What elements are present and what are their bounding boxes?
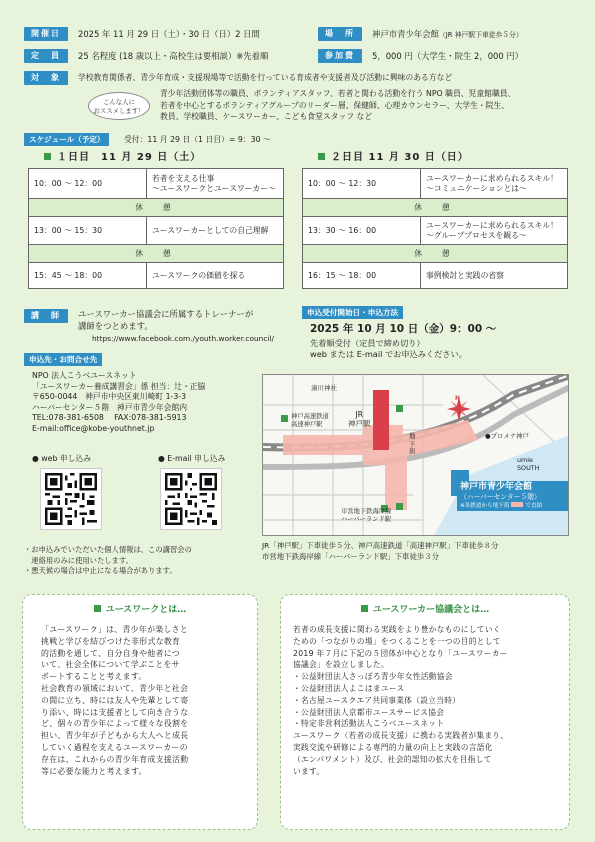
youthwork-title [23, 604, 257, 616]
map-jr-line-1: JR [355, 410, 363, 419]
map-harborland-line-1: 市営地下鉄海岸線 [341, 508, 392, 515]
map-venue-floor: （ハーバーセンター５階） [460, 493, 541, 501]
lecturer-label: 講 師 [24, 309, 68, 323]
web-qr-code[interactable] [40, 468, 102, 530]
date-value: 2025 年 11 月 29 日（土）・30 日（日）2 日間 [78, 29, 260, 39]
mail-qr-code[interactable] [160, 468, 222, 530]
council-title [281, 604, 569, 616]
day2-schedule-table [302, 168, 568, 289]
map-harborland-label [341, 508, 391, 524]
council-body [281, 616, 569, 777]
map-venue-note [460, 502, 566, 510]
body-line: ど、個々の青少年によって様々な役割を [41, 719, 189, 729]
session-title [421, 169, 568, 199]
bubble-line-1: こんな人に [103, 98, 135, 106]
target-line-1: 学校教育関係者、青少年育成・支援現場等で活動を行っている育成者や支援者及び活動に興味のある方など [78, 73, 453, 82]
access-map[interactable] [262, 374, 569, 536]
session-time: 10：00 ～ 12：00 [29, 169, 147, 199]
day1-bullet [44, 153, 51, 160]
place-note: （JR 神戸駅下車徒歩５分） [439, 31, 523, 39]
day1-schedule-table [28, 168, 284, 289]
map-venue-name: 神戸市青少年会館 [460, 482, 533, 492]
session-line: ユースワーカーに求められるスキル！ [426, 173, 558, 183]
map-north-label: N [455, 395, 461, 402]
capacity-label: 定 員 [24, 49, 68, 63]
session-line: 若者を支える仕事 [152, 173, 215, 183]
session-title [421, 217, 568, 245]
break-label: 休 憩 [303, 245, 568, 263]
application-method [310, 338, 467, 360]
lecturer-url[interactable]: https://www.facebook.com./youth.worker.council/ [92, 334, 275, 343]
contact-org: NPO 法人こうベユースネット [32, 371, 137, 380]
schedule-row [303, 217, 568, 245]
qr-code-icon [165, 473, 217, 525]
session-time: 13：00 ～ 15：30 [29, 217, 147, 245]
note-line-1: ・お申込みでいただいた個人情報は、この講習会の [24, 545, 192, 554]
lecturer-line-1: ユースワーカー協議会に所属するトレーナーが [78, 309, 254, 319]
application-date: 2025 年 10 月 10 日（金）9：00 ～ [310, 323, 497, 335]
map-chikagai-char-3: 街 [409, 448, 416, 455]
target-examples [160, 88, 580, 123]
map-venue-label [457, 481, 569, 511]
place-value [372, 27, 523, 42]
break-row [303, 245, 568, 263]
session-time: 10：00 ～ 12：30 [303, 169, 421, 199]
day1-table-wrap [28, 168, 284, 289]
contact-address-1: 〒650-0044 神戸市中央区東川崎町 1-3-3 [32, 392, 187, 402]
schedule-row [29, 217, 284, 245]
body-line: 等に必要な能力と考えます。 [41, 766, 147, 776]
day2-heading [318, 151, 469, 165]
day1-heading [44, 151, 201, 165]
body-line: ・公益財団法人よこはまユース [293, 683, 405, 693]
body-line: していく過程を支えるユースワーカーの [41, 742, 188, 752]
youthwork-panel [22, 594, 258, 830]
session-time: 16：15 ～ 18：00 [303, 263, 421, 289]
title-bullet [361, 605, 368, 612]
session-line: ～ユースワークとユースワーカー～ [152, 183, 276, 193]
capacity-value: 25 名程度 (18 歳以上・高校生は要相談）※先着順 [78, 51, 269, 61]
break-label: 休 憩 [303, 199, 568, 217]
day2-table-wrap [302, 168, 568, 289]
break-row [303, 199, 568, 217]
body-line: ・名古屋ユースクエア共同事業体（設立当時） [293, 695, 461, 705]
day2-heading-text: ２日目 11 月 30 日（日） [331, 152, 469, 163]
schedule-row [29, 263, 284, 289]
application-line-2: web または E-mail でお申込みください。 [310, 349, 467, 359]
schedule-row [303, 263, 568, 289]
title-bullet [94, 605, 101, 612]
body-line: 社会教育の領域において、青少年と社会 [41, 683, 189, 693]
map-chikagai-label [409, 433, 415, 456]
target-line-3: 若者を中心とするボランティアグループのリーダー層、保健師、心理カウンセラー、大学生・院生、 [160, 100, 510, 110]
note-line-2: 連絡用のみに使用いたします。 [24, 555, 133, 565]
day1-heading-text: １日目 11 月 29 日（土） [57, 152, 202, 163]
lecturer-text [78, 308, 253, 332]
body-line: 挑戦と学びを結びつけた非形式な教育 [41, 636, 181, 646]
map-harborland-line-2: ハーバーランド駅 [341, 516, 392, 523]
kosoku-station-marker [281, 415, 288, 422]
map-promena-label: ●プロメナ神戸 [485, 432, 529, 440]
contact-tel-fax: TEL:078-381-6508 FAX:078-381-5913 [32, 413, 187, 423]
target-text [78, 72, 578, 84]
contact-block [32, 371, 257, 435]
reception-time: 受付：11 月 29 日（1 日目）= 9：30 ～ [124, 135, 271, 144]
application-line-1: 先着順受付（定員で締め切り） [310, 338, 425, 348]
map-jr-line-2: 神戸駅 [348, 419, 371, 428]
session-line: ユースワーカーに求められるスキル！ [426, 220, 558, 230]
session-title: 事例検討と実践の省察 [421, 263, 568, 289]
mail-apply-label: ● E-mail 申し込み [158, 454, 226, 463]
body-line: いて、社会全体について学ぶことをサ [41, 660, 180, 670]
map-caption [262, 540, 572, 562]
youthwork-body [23, 616, 257, 777]
contact-address-2: ハーバーセンター５階 神戸市青少年会館内 [32, 402, 188, 412]
schedule-title: スケジュール（予定） [24, 133, 109, 146]
schedule-row [29, 169, 284, 199]
council-title-text: ユースワーカー協議会とは… [372, 605, 490, 615]
youthwork-title-text: ユースワークとは… [105, 605, 187, 615]
break-label: 休 憩 [29, 199, 284, 217]
body-line: 協議会」を設立しました。 [293, 660, 389, 670]
body-line: 「ユースワーク」は、青少年が楽しさと [41, 625, 189, 634]
body-line: ・特定非営利活動法人こうべユースネット [293, 719, 445, 729]
session-title: ユースワークの価値を探る [147, 263, 284, 289]
body-line: り添い、時には支援者として向き合うな [41, 707, 189, 717]
body-line: います。 [293, 766, 325, 776]
recommend-bubble [88, 92, 150, 120]
council-panel [280, 594, 570, 830]
break-row [29, 199, 284, 217]
map-umie-line-2: SOUTH [517, 463, 540, 472]
note-line-3: ・悪天候の場合は中止になる場合があります。 [24, 566, 177, 575]
map-umie-line-1: umie [517, 456, 533, 464]
underground-mall-swatch [511, 502, 523, 507]
body-line: 2019 年７月に下記の５団体が中心となり「ユースワーカー [293, 648, 508, 658]
body-line: （エンパワメント）及び、社会的認知の拡大を目指して [293, 754, 492, 764]
session-time: 15：45 ～ 18：00 [29, 263, 147, 289]
body-line: 存在は、これからの青少年育成支援活動 [41, 754, 189, 764]
application-title: 申込受付開始日・申込方法 [302, 306, 403, 319]
map-jr-label [348, 410, 371, 428]
schedule-row [303, 169, 568, 199]
fee-label: 参加費 [318, 49, 362, 63]
body-line: ための「つながりの場」をつくることを一つの目的として [293, 636, 501, 646]
map-kosoku-line-1: 神戸高速鉄道 [291, 413, 329, 420]
target-line-4: 教員、学校職員、ケースワーカー、こども食堂スタッフ など [160, 112, 373, 121]
map-kosoku-label [291, 413, 329, 429]
break-row [29, 245, 284, 263]
web-apply-label: ● web 申し込み [32, 454, 92, 463]
contact-title: 申込先・お問合せ先 [24, 353, 102, 366]
session-title [147, 169, 284, 199]
fee-value: 5，000 円（大学生・院生 2，000 円） [372, 51, 524, 61]
session-time: 13：30 ～ 16：00 [303, 217, 421, 245]
target-label: 対 象 [24, 71, 68, 85]
body-line: 的活動を通して、自分自身や他者につ [41, 648, 180, 658]
qr-code-icon [45, 473, 97, 525]
bubble-line-2: おススメします！ [93, 107, 145, 115]
target-line-2: 青少年活動団体等の職員、ボランティアスタッフ、若者と関わる活動を行う NPO 職員、児童館職員、 [160, 89, 516, 98]
body-line: ・公益財団法人京都市ユースサービス協会 [293, 707, 445, 717]
body-line: ・公益財団法人さっぽろ青少年女性活動協会 [293, 672, 453, 682]
body-line: の間に立ち、時には友人や先輩として寄 [41, 695, 189, 705]
body-line: 担い、青少年が子どもから大人へと成長 [41, 731, 189, 741]
map-chikagai-char-2: 下 [409, 440, 416, 448]
map-umie-label [517, 457, 539, 472]
break-label: 休 憩 [29, 245, 284, 263]
date-label: 開催日 [24, 27, 68, 41]
notes [24, 545, 264, 577]
map-chikagai-char-1: 地 [409, 433, 416, 440]
map-caption-line-2: 市営地下鉄海岸線「ハーバーランド駅」下車徒歩３分 [262, 552, 440, 561]
session-line: ～グループプロセスを観る～ [426, 230, 527, 240]
map-shrine-label: 湊川神社 [311, 384, 337, 392]
contact-section: 「ユースワーカー養成講習会」係 担当：辻・正脇 [32, 381, 206, 391]
body-line: 実践交流や研修による専門的力量の向上と実践の言語化 [293, 742, 493, 752]
body-line: 若者の成長支援に関わる実践をより豊かなものにしていく [293, 625, 501, 634]
map-kosoku-line-2: 高速神戸駅 [291, 421, 323, 428]
place-name: 神戸市青少年会館 [372, 29, 439, 39]
body-line: ポートすることと考えます。 [41, 672, 147, 682]
place-label: 場 所 [318, 27, 362, 41]
map-caption-line-1: JR「神戸駅」下車徒歩５分、神戸高速鉄道「高速神戸駅」下車徒歩８分 [262, 541, 499, 550]
session-title: ユースワーカーとしての自己理解 [147, 217, 284, 245]
body-line: ユースワーク（若者の成長支援）に携わる実践者が集まり、 [293, 731, 509, 741]
session-line: ～コミュニケーションとは～ [426, 183, 527, 193]
day2-bullet [318, 153, 325, 160]
map-venue-note-end: で直結 [525, 503, 543, 509]
lecturer-line-2: 講師をつとめます。 [78, 321, 153, 331]
map-venue-note-text: ※各鉄道から地下街 [460, 503, 510, 509]
contact-email[interactable]: E-mail:office@kobe-youthnet.jp [32, 423, 155, 433]
